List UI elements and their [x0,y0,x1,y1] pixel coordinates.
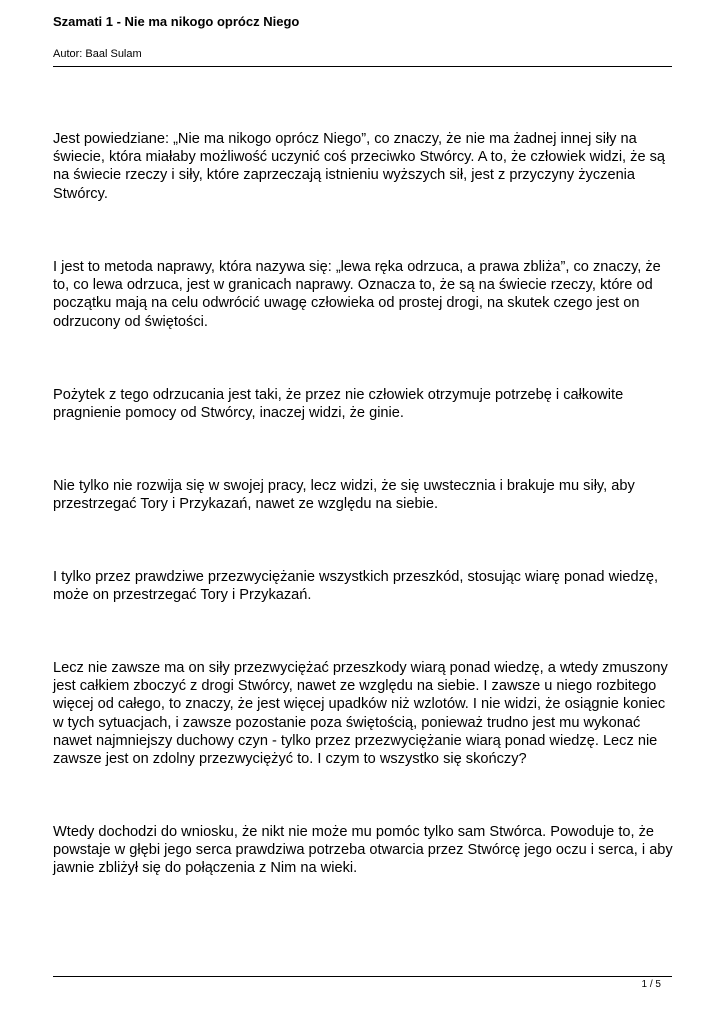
paragraph: Pożytek z tego odrzucania jest taki, że przez nie człowiek otrzymuje potrzebę i całkowite pragnienie pomocy od Stwórcy, inaczej widzi, że ginie. [53,387,624,422]
page-number: 1 / 5 [641,979,661,990]
document-author: Autor: Baal Sulam [53,48,142,60]
paragraph: I jest to metoda naprawy, która nazywa się: „lewa ręka odrzuca, a prawa zbliża”, co znaczy, że to, co lewa odrzuca, jest w granicach naprawy. Oznacza to, że są na świecie rzeczy, które od początku mają na celu odwrócić uwagę człowieka od prostej drogi, na skutek czego jest on odrzucony od świętości. [53,259,661,330]
paragraph: Jest powiedziane: „Nie ma nikogo oprócz Niego”, co znaczy, że nie ma żadnej innej siły na świecie, która miałaby możliwość uczynić coś przeciwko Stwórcy. A to, że człowiek widzi, że są na świecie rzeczy i siły, które zaprzeczają istnieniu wyższych sił, jest z przyczyny życzenia Stwórcy. [53,131,666,202]
paragraph: I tylko przez prawdziwe przezwyciężanie wszystkich przeszkód, stosując wiarę ponad wiedzę, może on przestrzegać Tory i Przykazań. [53,569,659,604]
footer-divider [53,976,672,977]
paragraph: Wtedy dochodzi do wniosku, że nikt nie może mu pomóc tylko sam Stwórca. Powoduje to, że powstaje w głębi jego serca prawdziwa potrzeba otwarcia przez Stwórcę jego oczu i serca, i aby jawnie zbliżył się do połączenia z Nim na wieki. [53,824,673,877]
paragraph: Nie tylko nie rozwija się w swojej pracy, lecz widzi, że się uwstecznia i brakuje mu siły, aby przestrzegać Tory i Przykazań, nawet ze względu na siebie. [53,478,635,513]
document-title: Szamati 1 - Nie ma nikogo oprócz Niego [53,14,300,29]
paragraph: Lecz nie zawsze ma on siły przezwyciężać przeszkody wiarą ponad wiedzę, a wtedy zmuszony jest całkiem zboczyć z drogi Stwórcy, nawet ze względu na siebie. I zawsze u niego rozbitego więcej od całego, to znaczy, że jest więcej upadków niż wzlotów. I nie widzi, że osiągnie koniec w tych sytuacjach, i zawsze pozostanie poza świętością, ponieważ trudno jest mu wykonać nawet najmniejszy duchowy czyn - tylko przez przezwyciężanie wiarą ponad wiedzę. Lecz nie zawsze jest on zdolny przezwyciężyć to. I czym to wszystko się skończy? [53,660,668,768]
header-divider [53,66,672,67]
